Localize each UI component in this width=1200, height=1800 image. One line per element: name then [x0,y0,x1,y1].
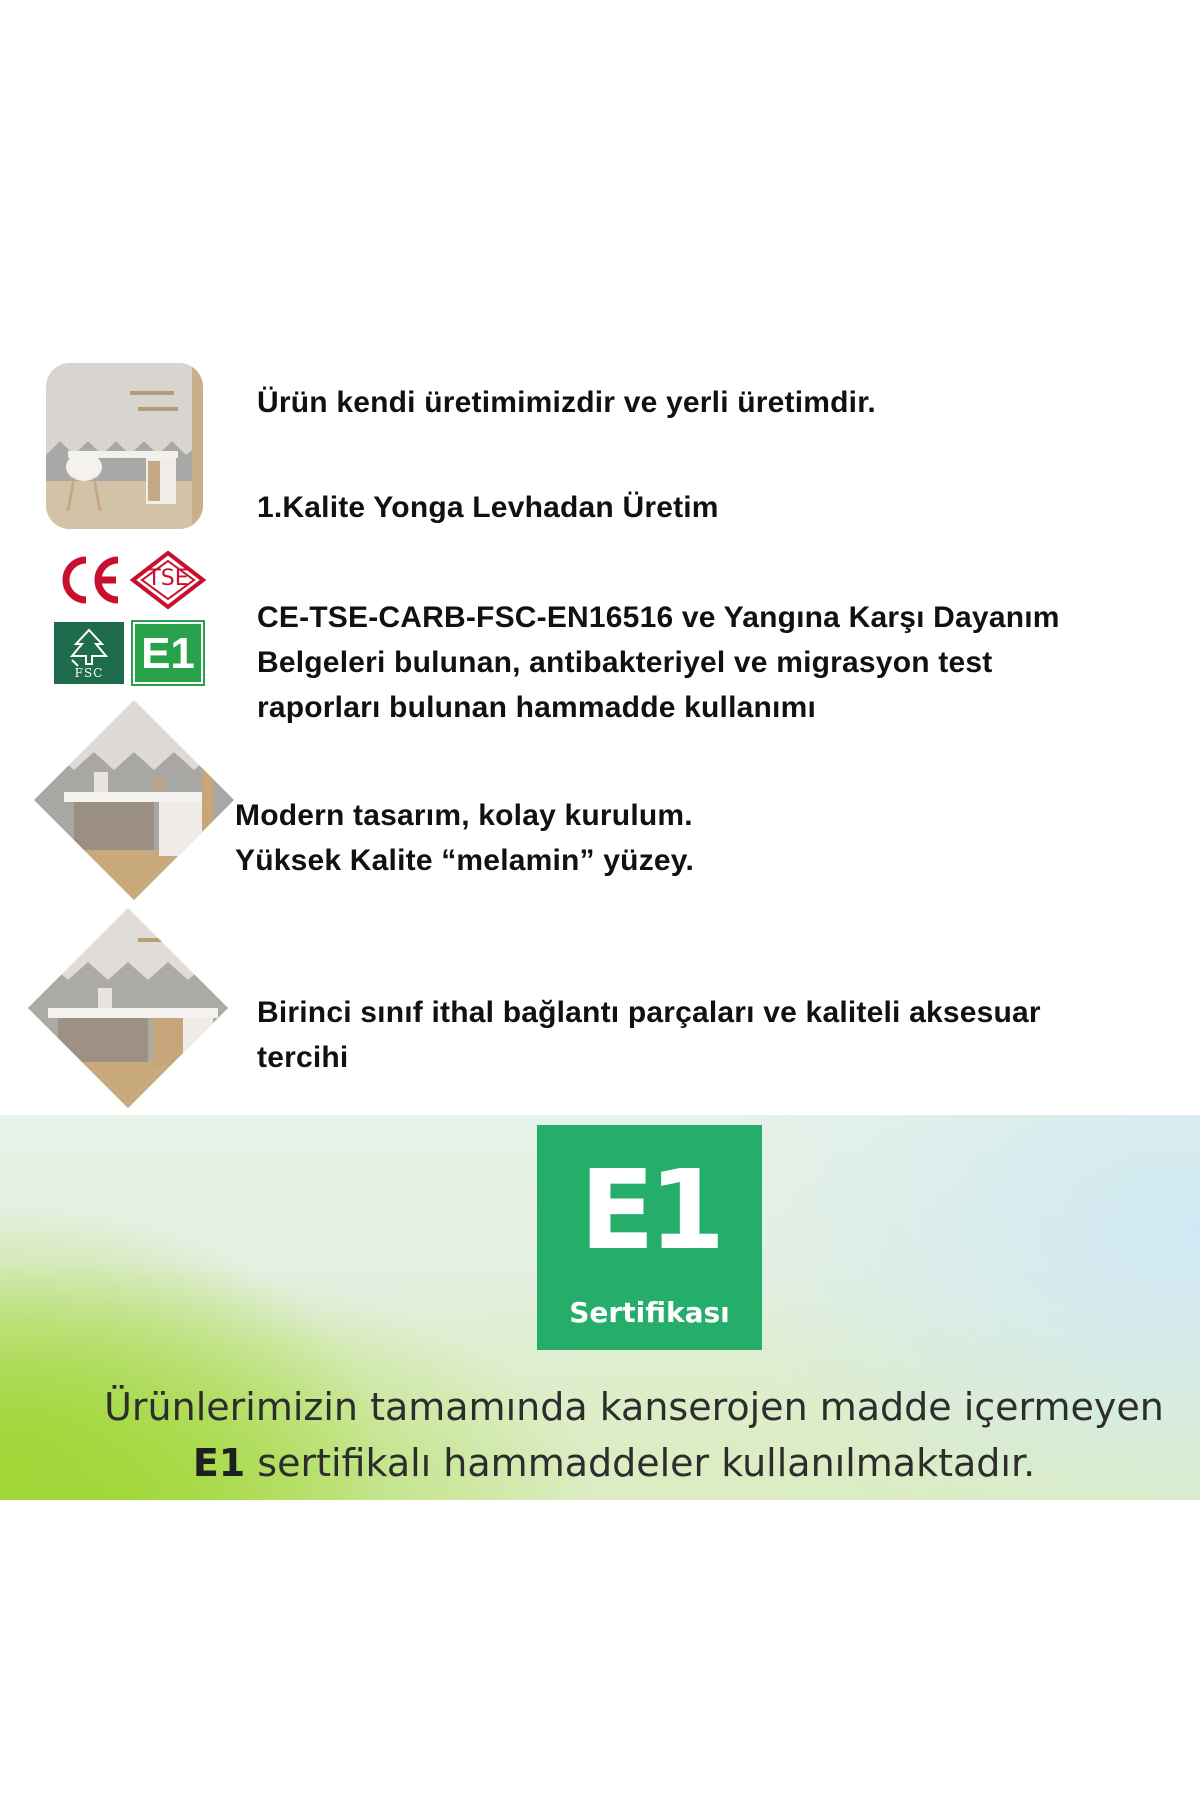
e1-badge-mark: E1 [579,1146,720,1274]
feature-text-quality-board: 1.Kalite Yonga Levhadan Üretim [257,491,719,524]
e1-logo-icon: E1 [133,622,203,684]
e1-certificate-banner [0,1115,1200,1500]
feature-text-design: Modern tasarım, kolay kurulum. Yüksek Kalite “melamin” yüzey. [235,799,694,877]
feature-text-accessories: Birinci sınıf ithal bağlantı parçaları ve kaliteli aksesuar tercihi [257,996,1041,1074]
feature-text-local-production: Ürün kendi üretimimizdir ve yerli üretimdir. [257,386,876,419]
banner-line-2: E1 sertifikalı hammaddeler kullanılmaktadır. [192,1441,1036,1485]
product-thumbnail-room [46,363,203,529]
ce-logo-icon [56,552,126,608]
feature-text-certificates: CE-TSE-CARB-FSC-EN16516 ve Yangına Karşı Dayanım Belgeleri bulunan, antibakteriyel ve migrasyon test raporları bulunan hammadde kullanımı [257,601,1060,724]
banner-line-1: Ürünlerimizin tamamında kanserojen madde içermeyen [104,1385,1164,1429]
fsc-logo-icon: FSC [54,622,124,684]
product-diamond-image-shelves [28,908,228,1108]
e1-badge-caption: Sertifikası [569,1296,730,1329]
e1-certificate-badge [537,1125,762,1350]
tse-logo-icon: TSE [130,550,206,610]
product-diamond-image-desk [34,700,234,900]
